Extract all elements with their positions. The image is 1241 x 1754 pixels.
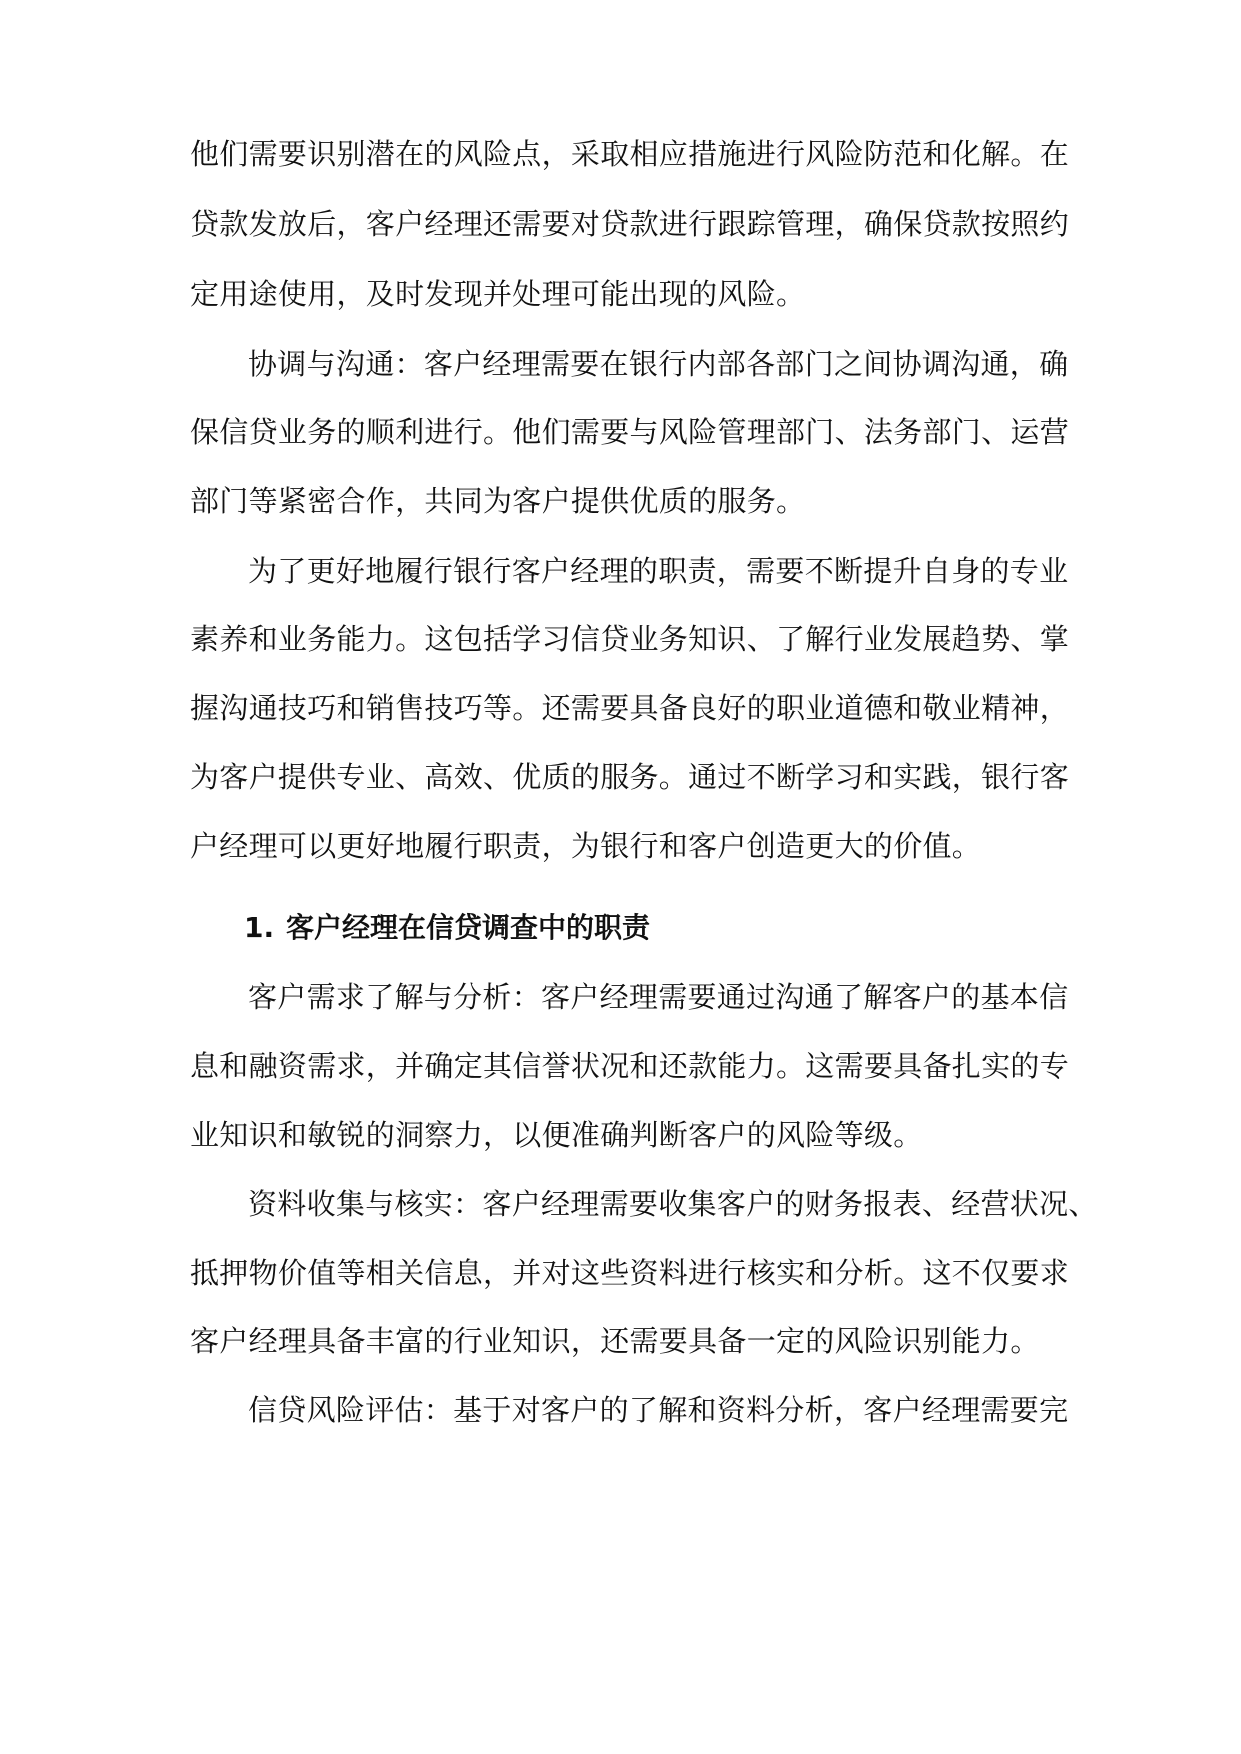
paragraph-line: 部门等紧密合作，共同为客户提供优质的服务。	[190, 484, 806, 518]
paragraph-line: 息和融资需求，并确定其信誉状况和还款能力。这需要具备扎实的专	[190, 1049, 1070, 1083]
paragraph-line: 抵押物价值等相关信息，并对这些资料进行核实和分析。这不仅要求	[190, 1256, 1070, 1290]
paragraph-line: 业知识和敏锐的洞察力，以便准确判断客户的风险等级。	[190, 1118, 923, 1152]
paragraph-line: 客户经理具备丰富的行业知识，还需要具备一定的风险识别能力。	[190, 1324, 1040, 1358]
paragraph-line: 客户需求了解与分析：客户经理需要通过沟通了解客户的基本信	[248, 980, 1069, 1014]
paragraph-line: 握沟通技巧和销售技巧等。还需要具备良好的职业道德和敬业精神，	[190, 691, 1070, 725]
paragraph-line: 贷款发放后，客户经理还需要对贷款进行跟踪管理，确保贷款按照约	[190, 207, 1070, 241]
paragraph-line: 资料收集与核实：客户经理需要收集客户的财务报表、经营状况、	[248, 1187, 1098, 1221]
section-heading	[244, 908, 944, 948]
paragraph-line: 户经理可以更好地履行职责，为银行和客户创造更大的价值。	[190, 829, 982, 863]
paragraph-line: 保信贷业务的顺利进行。他们需要与风险管理部门、法务部门、运营	[190, 415, 1070, 449]
paragraph-line: 协调与沟通：客户经理需要在银行内部各部门之间协调沟通，确	[248, 347, 1069, 381]
section-number: 1.	[244, 911, 275, 944]
paragraph-line: 为客户提供专业、高效、优质的服务。通过不断学习和实践，银行客	[190, 760, 1070, 794]
paragraph-line: 信贷风险评估：基于对客户的了解和资料分析，客户经理需要完	[248, 1393, 1069, 1427]
paragraph-line: 素养和业务能力。这包括学习信贷业务知识、了解行业发展趋势、掌	[190, 622, 1070, 656]
paragraph-line: 为了更好地履行银行客户经理的职责，需要不断提升自身的专业	[248, 554, 1069, 588]
paragraph-line: 他们需要识别潜在的风险点，采取相应措施进行风险防范和化解。在	[190, 137, 1070, 171]
section-title: 客户经理在信贷调查中的职责	[286, 911, 651, 944]
paragraph-line: 定用途使用，及时发现并处理可能出现的风险。	[190, 277, 806, 311]
